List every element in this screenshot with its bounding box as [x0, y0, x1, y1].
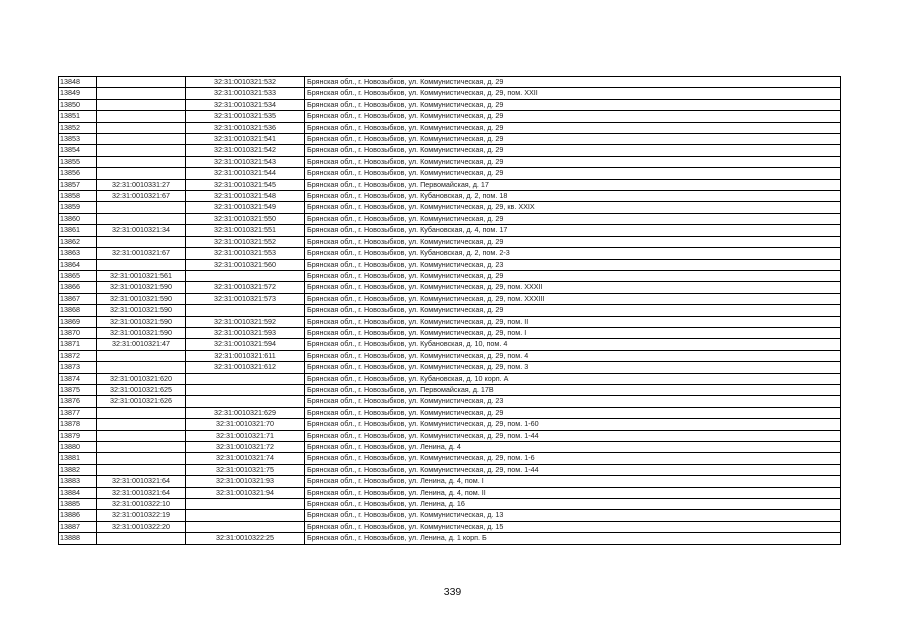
table-row	[59, 122, 841, 133]
address-cell: Брянская обл., г. Новозыбков, ул. Коммунистическая, д. 29	[305, 122, 841, 133]
land-cadastral-number-cell: 32:31:0010321:590	[97, 316, 186, 327]
land-cadastral-number-cell	[97, 362, 186, 373]
land-cadastral-number-cell	[97, 202, 186, 213]
row-number-cell: 13854	[59, 145, 97, 156]
land-cadastral-number-cell: 32:31:0010321:625	[97, 384, 186, 395]
address-cell: Брянская обл., г. Новозыбков, ул. Коммунистическая, д. 29	[305, 134, 841, 145]
row-number-cell: 13849	[59, 88, 97, 99]
registry-table-body	[59, 77, 841, 545]
land-cadastral-number-cell: 32:31:0010331:27	[97, 179, 186, 190]
land-cadastral-number-cell: 32:31:0010321:590	[97, 282, 186, 293]
land-cadastral-number-cell	[97, 99, 186, 110]
table-row	[59, 430, 841, 441]
land-cadastral-number-cell: 32:31:0010321:34	[97, 225, 186, 236]
object-cadastral-number-cell	[186, 510, 305, 521]
row-number-cell: 13888	[59, 533, 97, 544]
row-number-cell: 13886	[59, 510, 97, 521]
land-cadastral-number-cell	[97, 156, 186, 167]
object-cadastral-number-cell	[186, 270, 305, 281]
address-cell: Брянская обл., г. Новозыбков, ул. Первомайская, д. 17	[305, 179, 841, 190]
object-cadastral-number-cell: 32:31:0010321:549	[186, 202, 305, 213]
address-cell: Брянская обл., г. Новозыбков, ул. Коммунистическая, д. 29	[305, 168, 841, 179]
table-row	[59, 213, 841, 224]
object-cadastral-number-cell: 32:31:0010321:594	[186, 339, 305, 350]
object-cadastral-number-cell	[186, 499, 305, 510]
table-row	[59, 499, 841, 510]
object-cadastral-number-cell: 32:31:0010321:548	[186, 191, 305, 202]
row-number-cell: 13848	[59, 77, 97, 88]
object-cadastral-number-cell: 32:31:0010321:560	[186, 259, 305, 270]
row-number-cell: 13875	[59, 384, 97, 395]
table-row	[59, 99, 841, 110]
address-cell: Брянская обл., г. Новозыбков, ул. Кубановская, д. 2, пом. 18	[305, 191, 841, 202]
address-cell: Брянская обл., г. Новозыбков, ул. Коммунистическая, д. 29, пом. 1-44	[305, 464, 841, 475]
object-cadastral-number-cell: 32:31:0010321:533	[186, 88, 305, 99]
address-cell: Брянская обл., г. Новозыбков, ул. Ленина, д. 4	[305, 442, 841, 453]
table-row	[59, 88, 841, 99]
table-row	[59, 316, 841, 327]
row-number-cell: 13864	[59, 259, 97, 270]
land-cadastral-number-cell	[97, 134, 186, 145]
land-cadastral-number-cell: 32:31:0010322:20	[97, 521, 186, 532]
row-number-cell: 13859	[59, 202, 97, 213]
land-cadastral-number-cell	[97, 145, 186, 156]
row-number-cell: 13884	[59, 487, 97, 498]
row-number-cell: 13873	[59, 362, 97, 373]
table-row	[59, 453, 841, 464]
land-cadastral-number-cell	[97, 533, 186, 544]
land-cadastral-number-cell: 32:31:0010321:47	[97, 339, 186, 350]
address-cell: Брянская обл., г. Новозыбков, ул. Ленина, д. 16	[305, 499, 841, 510]
address-cell: Брянская обл., г. Новозыбков, ул. Коммунистическая, д. 29	[305, 77, 841, 88]
object-cadastral-number-cell: 32:31:0010321:553	[186, 248, 305, 259]
object-cadastral-number-cell: 32:31:0010321:550	[186, 213, 305, 224]
object-cadastral-number-cell: 32:31:0010321:532	[186, 77, 305, 88]
land-cadastral-number-cell	[97, 407, 186, 418]
table-row	[59, 487, 841, 498]
land-cadastral-number-cell: 32:31:0010321:590	[97, 327, 186, 338]
table-row	[59, 168, 841, 179]
row-number-cell: 13877	[59, 407, 97, 418]
address-cell: Брянская обл., г. Новозыбков, ул. Коммунистическая, д. 29	[305, 407, 841, 418]
object-cadastral-number-cell: 32:31:0010321:72	[186, 442, 305, 453]
address-cell: Брянская обл., г. Новозыбков, ул. Коммунистическая, д. 29	[305, 213, 841, 224]
object-cadastral-number-cell: 32:31:0010321:93	[186, 476, 305, 487]
table-row	[59, 248, 841, 259]
table-row	[59, 156, 841, 167]
address-cell: Брянская обл., г. Новозыбков, ул. Коммунистическая, д. 29	[305, 99, 841, 110]
row-number-cell: 13867	[59, 293, 97, 304]
land-cadastral-number-cell	[97, 442, 186, 453]
row-number-cell: 13870	[59, 327, 97, 338]
land-cadastral-number-cell: 32:31:0010321:64	[97, 487, 186, 498]
address-cell: Брянская обл., г. Новозыбков, ул. Коммунистическая, д. 29	[305, 145, 841, 156]
object-cadastral-number-cell: 32:31:0010321:611	[186, 350, 305, 361]
row-number-cell: 13860	[59, 213, 97, 224]
row-number-cell: 13857	[59, 179, 97, 190]
row-number-cell: 13879	[59, 430, 97, 441]
table-row	[59, 225, 841, 236]
address-cell: Брянская обл., г. Новозыбков, ул. Кубановская, д. 4, пом. 17	[305, 225, 841, 236]
row-number-cell: 13866	[59, 282, 97, 293]
table-row	[59, 396, 841, 407]
object-cadastral-number-cell: 32:31:0010321:541	[186, 134, 305, 145]
land-cadastral-number-cell: 32:31:0010321:67	[97, 248, 186, 259]
object-cadastral-number-cell: 32:31:0010321:552	[186, 236, 305, 247]
table-row	[59, 362, 841, 373]
land-cadastral-number-cell	[97, 430, 186, 441]
object-cadastral-number-cell: 32:31:0010321:75	[186, 464, 305, 475]
row-number-cell: 13855	[59, 156, 97, 167]
address-cell: Брянская обл., г. Новозыбков, ул. Ленина, д. 4, пом. I	[305, 476, 841, 487]
object-cadastral-number-cell: 32:31:0010321:592	[186, 316, 305, 327]
registry-table	[58, 76, 841, 545]
land-cadastral-number-cell: 32:31:0010321:561	[97, 270, 186, 281]
address-cell: Брянская обл., г. Новозыбков, ул. Ленина, д. 1 корп. Б	[305, 533, 841, 544]
table-row	[59, 282, 841, 293]
object-cadastral-number-cell: 32:31:0010321:629	[186, 407, 305, 418]
address-cell: Брянская обл., г. Новозыбков, ул. Ленина, д. 4, пом. II	[305, 487, 841, 498]
address-cell: Брянская обл., г. Новозыбков, ул. Коммунистическая, д. 29, пом. XXXII	[305, 282, 841, 293]
land-cadastral-number-cell: 32:31:0010321:64	[97, 476, 186, 487]
table-row	[59, 476, 841, 487]
object-cadastral-number-cell: 32:31:0010321:572	[186, 282, 305, 293]
table-row	[59, 442, 841, 453]
table-row	[59, 350, 841, 361]
land-cadastral-number-cell	[97, 236, 186, 247]
address-cell: Брянская обл., г. Новозыбков, ул. Коммунистическая, д. 29, пом. 1-60	[305, 419, 841, 430]
address-cell: Брянская обл., г. Новозыбков, ул. Коммунистическая, д. 29	[305, 111, 841, 122]
table-row	[59, 384, 841, 395]
object-cadastral-number-cell: 32:31:0010321:544	[186, 168, 305, 179]
table-row	[59, 111, 841, 122]
object-cadastral-number-cell: 32:31:0010322:25	[186, 533, 305, 544]
address-cell: Брянская обл., г. Новозыбков, ул. Коммунистическая, д. 29	[305, 156, 841, 167]
table-row	[59, 202, 841, 213]
object-cadastral-number-cell	[186, 396, 305, 407]
address-cell: Брянская обл., г. Новозыбков, ул. Коммунистическая, д. 29, пом. 1-6	[305, 453, 841, 464]
land-cadastral-number-cell: 32:31:0010321:626	[97, 396, 186, 407]
address-cell: Брянская обл., г. Новозыбков, ул. Коммунистическая, д. 15	[305, 521, 841, 532]
row-number-cell: 13876	[59, 396, 97, 407]
table-row	[59, 419, 841, 430]
table-row	[59, 407, 841, 418]
table-row	[59, 339, 841, 350]
row-number-cell: 13869	[59, 316, 97, 327]
land-cadastral-number-cell: 32:31:0010321:620	[97, 373, 186, 384]
object-cadastral-number-cell: 32:31:0010321:573	[186, 293, 305, 304]
object-cadastral-number-cell	[186, 305, 305, 316]
object-cadastral-number-cell: 32:31:0010321:74	[186, 453, 305, 464]
land-cadastral-number-cell	[97, 88, 186, 99]
table-row	[59, 293, 841, 304]
address-cell: Брянская обл., г. Новозыбков, ул. Коммунистическая, д. 29, пом. XXII	[305, 88, 841, 99]
table-row	[59, 259, 841, 270]
row-number-cell: 13850	[59, 99, 97, 110]
row-number-cell: 13887	[59, 521, 97, 532]
table-row	[59, 521, 841, 532]
table-row	[59, 327, 841, 338]
address-cell: Брянская обл., г. Новозыбков, ул. Коммунистическая, д. 29	[305, 236, 841, 247]
address-cell: Брянская обл., г. Новозыбков, ул. Коммунистическая, д. 29, кв. XXIX	[305, 202, 841, 213]
address-cell: Брянская обл., г. Новозыбков, ул. Коммунистическая, д. 23	[305, 259, 841, 270]
row-number-cell: 13871	[59, 339, 97, 350]
address-cell: Брянская обл., г. Новозыбков, ул. Кубановская, д. 10 корп. А	[305, 373, 841, 384]
table-row	[59, 77, 841, 88]
row-number-cell: 13872	[59, 350, 97, 361]
address-cell: Брянская обл., г. Новозыбков, ул. Коммунистическая, д. 29, пом. 4	[305, 350, 841, 361]
land-cadastral-number-cell	[97, 77, 186, 88]
row-number-cell: 13880	[59, 442, 97, 453]
row-number-cell: 13853	[59, 134, 97, 145]
object-cadastral-number-cell: 32:31:0010321:535	[186, 111, 305, 122]
land-cadastral-number-cell: 32:31:0010321:590	[97, 293, 186, 304]
address-cell: Брянская обл., г. Новозыбков, ул. Коммунистическая, д. 29, пом. 3	[305, 362, 841, 373]
land-cadastral-number-cell: 32:31:0010322:10	[97, 499, 186, 510]
row-number-cell: 13881	[59, 453, 97, 464]
table-row	[59, 533, 841, 544]
row-number-cell: 13861	[59, 225, 97, 236]
address-cell: Брянская обл., г. Новозыбков, ул. Кубановская, д. 2, пом. 2-3	[305, 248, 841, 259]
object-cadastral-number-cell: 32:31:0010321:71	[186, 430, 305, 441]
land-cadastral-number-cell	[97, 213, 186, 224]
object-cadastral-number-cell: 32:31:0010321:536	[186, 122, 305, 133]
table-row	[59, 179, 841, 190]
land-cadastral-number-cell	[97, 464, 186, 475]
address-cell: Брянская обл., г. Новозыбков, ул. Коммунистическая, д. 29, пом. I	[305, 327, 841, 338]
object-cadastral-number-cell	[186, 384, 305, 395]
address-cell: Брянская обл., г. Новозыбков, ул. Кубановская, д. 10, пом. 4	[305, 339, 841, 350]
row-number-cell: 13885	[59, 499, 97, 510]
object-cadastral-number-cell	[186, 373, 305, 384]
land-cadastral-number-cell	[97, 111, 186, 122]
row-number-cell: 13851	[59, 111, 97, 122]
row-number-cell: 13863	[59, 248, 97, 259]
table-row	[59, 191, 841, 202]
object-cadastral-number-cell: 32:31:0010321:534	[186, 99, 305, 110]
row-number-cell: 13862	[59, 236, 97, 247]
land-cadastral-number-cell	[97, 168, 186, 179]
table-row	[59, 510, 841, 521]
land-cadastral-number-cell: 32:31:0010321:590	[97, 305, 186, 316]
row-number-cell: 13882	[59, 464, 97, 475]
object-cadastral-number-cell: 32:31:0010321:551	[186, 225, 305, 236]
address-cell: Брянская обл., г. Новозыбков, ул. Коммунистическая, д. 29, пом. XXXIII	[305, 293, 841, 304]
object-cadastral-number-cell: 32:31:0010321:543	[186, 156, 305, 167]
address-cell: Брянская обл., г. Новозыбков, ул. Коммунистическая, д. 29	[305, 270, 841, 281]
row-number-cell: 13878	[59, 419, 97, 430]
object-cadastral-number-cell: 32:31:0010321:593	[186, 327, 305, 338]
land-cadastral-number-cell: 32:31:0010322:19	[97, 510, 186, 521]
land-cadastral-number-cell	[97, 122, 186, 133]
page-number: 339	[443, 586, 462, 598]
object-cadastral-number-cell: 32:31:0010321:70	[186, 419, 305, 430]
object-cadastral-number-cell: 32:31:0010321:542	[186, 145, 305, 156]
object-cadastral-number-cell: 32:31:0010321:612	[186, 362, 305, 373]
land-cadastral-number-cell: 32:31:0010321:67	[97, 191, 186, 202]
land-cadastral-number-cell	[97, 419, 186, 430]
row-number-cell: 13868	[59, 305, 97, 316]
table-row	[59, 134, 841, 145]
land-cadastral-number-cell	[97, 350, 186, 361]
object-cadastral-number-cell: 32:31:0010321:545	[186, 179, 305, 190]
object-cadastral-number-cell	[186, 521, 305, 532]
table-row	[59, 464, 841, 475]
row-number-cell: 13856	[59, 168, 97, 179]
table-row	[59, 236, 841, 247]
address-cell: Брянская обл., г. Новозыбков, ул. Коммунистическая, д. 29	[305, 305, 841, 316]
table-row	[59, 373, 841, 384]
address-cell: Брянская обл., г. Новозыбков, ул. Коммунистическая, д. 29, пом. 1-44	[305, 430, 841, 441]
address-cell: Брянская обл., г. Новозыбков, ул. Коммунистическая, д. 13	[305, 510, 841, 521]
table-row	[59, 305, 841, 316]
address-cell: Брянская обл., г. Новозыбков, ул. Коммунистическая, д. 23	[305, 396, 841, 407]
row-number-cell: 13858	[59, 191, 97, 202]
row-number-cell: 13874	[59, 373, 97, 384]
land-cadastral-number-cell	[97, 453, 186, 464]
address-cell: Брянская обл., г. Новозыбков, ул. Первомайская, д. 17В	[305, 384, 841, 395]
row-number-cell: 13852	[59, 122, 97, 133]
row-number-cell: 13865	[59, 270, 97, 281]
object-cadastral-number-cell: 32:31:0010321:94	[186, 487, 305, 498]
row-number-cell: 13883	[59, 476, 97, 487]
table-row	[59, 145, 841, 156]
address-cell: Брянская обл., г. Новозыбков, ул. Коммунистическая, д. 29, пом. II	[305, 316, 841, 327]
table-row	[59, 270, 841, 281]
land-cadastral-number-cell	[97, 259, 186, 270]
